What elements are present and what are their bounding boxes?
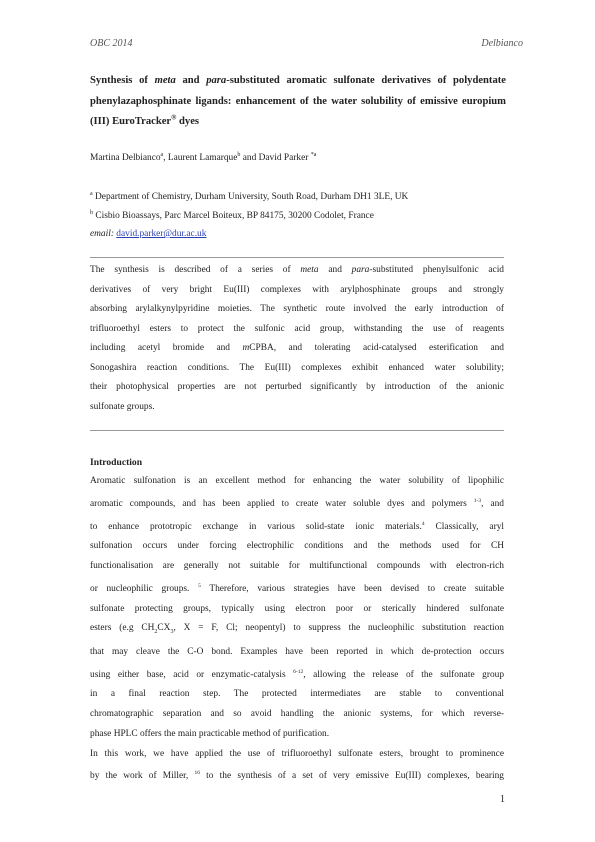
text-line: sulfonate protecting groups, typically using electron poor or sterically hindered sulfonate	[90, 603, 504, 614]
text-line: including acetyl bromide and mCPBA, and tolerating acid-catalysed esterification and	[90, 343, 504, 353]
text-line: using either base, acid or enzymatic-catalysis $^{6-12}$, allowing the release of the sulfonate group	[90, 668, 505, 680]
affiliation-a: $^a$ Department of Chemistry, Durham University, South Road, Durham DH1 3LE, UK	[90, 191, 409, 203]
introduction-paragraph-2	[90, 745, 504, 788]
text-line: or nucleophilic groups. $^5$ Therefore, various strategies have been devised to create suitable	[90, 582, 504, 594]
contact-email: email: david.parker@dur.ac.uk	[90, 229, 207, 239]
text-line: to enhance prototropic exchange in various solid-state ionic materials.$^4$ Classically, aryl	[90, 520, 504, 532]
text-line: aromatic compounds, and has been applied to create water soluble dyes and polymers $^{1-3}$, and	[90, 497, 504, 509]
text-line: derivatives of very bright Eu(III) complexes with arylphosphinate groups and strongly	[90, 284, 504, 295]
abstract-top-rule	[90, 257, 504, 258]
text-line: their photophysical properties are not perturbed significantly by introduction of the anionic	[90, 382, 504, 392]
text-line: chromatographic separation and so avoid handling the anionic systems, for which reverse-	[90, 709, 504, 720]
page-number: 1	[500, 794, 505, 805]
text-line: Sonogashira reaction conditions. The Eu(III) complexes exhibit enhanced water solubility;	[90, 362, 504, 373]
text-line: sulfonation occurs under forcing electrophilic conditions and the methods used for CH	[90, 541, 504, 552]
text-line: In this work, we have applied the use of trifluoroethyl sulfonate esters, brought to prominence	[90, 748, 504, 759]
introduction-paragraph-1	[90, 472, 504, 745]
text-line: esters (e.g $CH_2CX_3$, X = F, Cl; neopentyl) to suppress the nucleophilic substitution reaction	[90, 623, 504, 636]
text-line: trifluoroethyl esters to protect the sulfonic acid group, withstanding the use of reagents	[90, 323, 504, 334]
author-list: Martina Delbianco$^a$, Laurent Lamarque$^b$ and David Parker $^{*a}$	[90, 152, 317, 164]
text-line: The synthesis is described of a series of meta and para-substituted phenylsulfonic acid	[90, 265, 504, 275]
running-header-author: Delbianco	[481, 38, 523, 49]
text-line: Aromatic sulfonation is an excellent method for enhancing the water solubility of lipophilic	[90, 476, 504, 486]
paper-title: Synthesis of meta and para-substituted aromatic sulfonate derivatives of polydentate phenylazaphosphinate ligands: enhancement of the water solubility of emissive europium (III) EuroTracker® dyes	[90, 75, 506, 127]
email-link[interactable]: david.parker@dur.ac.uk	[116, 229, 207, 239]
text-line: absorbing arylalkynylpyridine moieties. The synthetic route involved the early introduction of	[90, 304, 504, 314]
text-line: by the work of Miller, $^{16}$ to the synthesis of a set of very emissive Eu(III) complexes, bearing	[90, 770, 504, 782]
abstract	[90, 261, 504, 417]
section-heading-introduction: Introduction	[90, 457, 143, 468]
text-line: sulfonate groups.	[90, 401, 155, 412]
text-line: in a final reaction step. The protected intermediates are stable to conventional	[90, 689, 504, 700]
affiliation-b: $^b$ Cisbio Bioassays, Parc Marcel Boiteux, BP 84175, 30200 Codolet, France	[90, 210, 374, 222]
text-line: phase HPLC offers the main practicable method of purification.	[90, 728, 330, 739]
text-line: functionalisation are generally not suitable for multifunctional compounds with electron-rich	[90, 561, 504, 572]
running-header-journal: OBC 2014	[90, 38, 133, 49]
introduction-body	[90, 472, 504, 787]
abstract-bottom-rule	[90, 430, 504, 431]
text-line: that may cleave the C-O bond. Examples have been reported in which de-protection occurs	[90, 646, 504, 657]
